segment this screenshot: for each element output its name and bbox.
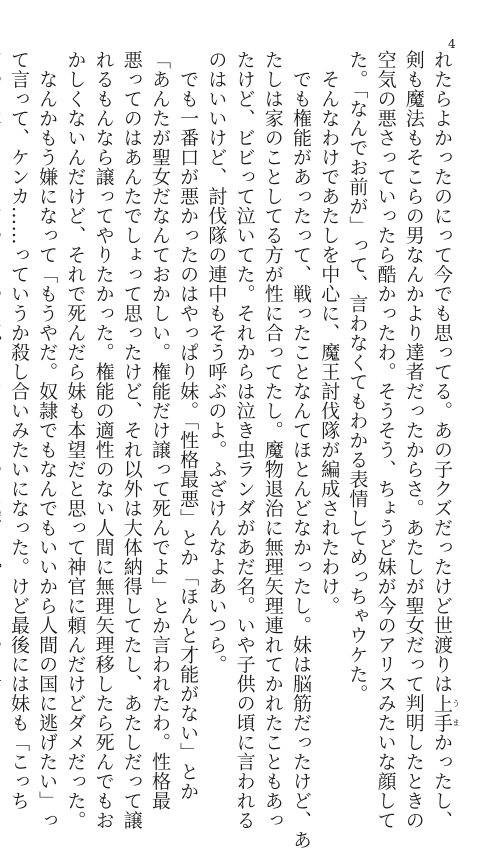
text-line-11: 「あんたが聖女だなんておかしい。権能だけ譲って死んでよ」とか言われたわ。性格最 [148, 50, 171, 811]
text-line-9: のはいいけど、討伐隊の連中もそう呼ぶのよ。ふざけんなよあいつら。 [205, 50, 228, 674]
text-line-1-before-ruby: れたらよかったのにって今でも思ってる。あの子クズだったけど世渡りは [431, 50, 453, 694]
text-line-17 [0, 50, 5, 682]
text-line-6: でも権能があったって、戦ったことなんてほとんどなかったし。妹は脳筋だったけど、あ [289, 50, 312, 850]
body-text [7, 50, 461, 850]
text-line-7: たしは家のことしてる方が性に合ってたし。魔物退治に無理矢理連れてかれたこともあっ [261, 50, 284, 830]
text-line-10: でも一番口が悪かったのはやっぱり妹。「性格最悪」とか「ほんと才能がない」とか [177, 50, 200, 801]
text-line-16: て言って、ケンカ……っていうか殺し合いみたいになった。けど最後には妹も「こっち [7, 50, 30, 811]
text-line-13: れるもんなら譲ってやりたかった。権能の適性のない人間に無理矢理移したら死んでもお [92, 50, 115, 830]
text-line-1 [428, 50, 461, 830]
text-line-14: かしくないんだけど、それで死んだら妹も本望だと思って神官に頼んだけどダメだった。 [64, 50, 87, 830]
text-line-15: なんかもう嫌になって「もうやだ。奴隷でもなんでもいいから人間の国に逃げたい」っ [36, 50, 59, 830]
text-line-3: 空気の悪さっていったら酷かったわ。そうそう、ちょうど妹が今のアリスみたいな顔して [374, 50, 397, 830]
ruby-reading: うま [451, 693, 461, 733]
page-number: 4 [448, 37, 456, 51]
text-line-1-after-ruby: かったし、 [431, 732, 453, 830]
text-line-5: そんなわけであたしを中心に、魔王討伐隊が編成されたわけ。 [318, 50, 341, 616]
furigana-ruby [431, 693, 461, 733]
text-line-2: 剣も魔法もそこらの男なんかより達者だったからさ。あたしが聖女だって判明したときの [402, 50, 425, 830]
ruby-base: 上手 [431, 693, 453, 733]
text-line-8: たけど、ビビって泣いてた。それからは泣き虫ランダがあだ名。いや子供の頃に言われる [233, 50, 256, 830]
text-line-12: 悪ってのはあんたでしょって思ったけど、それ以外は大体納得してたし、あたしだって譲 [120, 50, 143, 830]
text-line-4: た。「なんでお前が」って、言わなくてもわかる表情してめっちゃウケた。 [346, 50, 369, 704]
